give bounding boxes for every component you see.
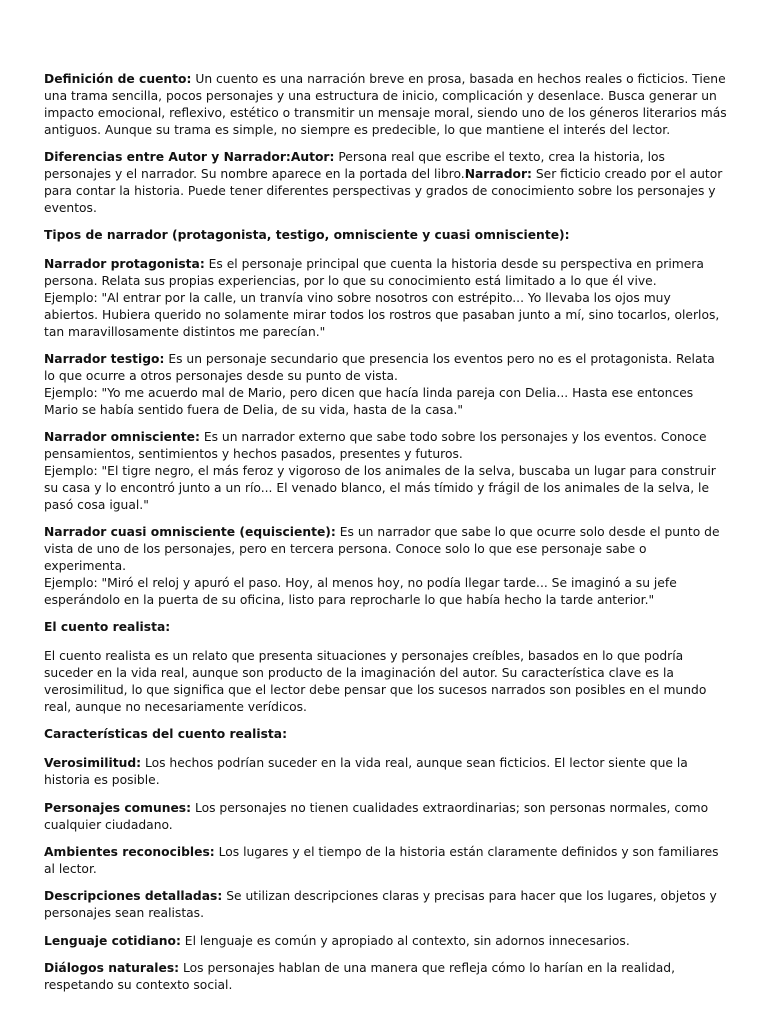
narrador-testigo-text: Es un personaje secundario que presencia los eventos pero no es el protagonista. Relata lo que ocurre a otros personajes desde su punto de vista.: [44, 352, 715, 384]
narrador-testigo-example: Ejemplo: "Yo me acuerdo mal de Mario, pero dicen que hacía linda pareja con Delia... Hasta ese entonces Mario se había sentido fuera de Delia, de su vida, hasta de la casa.": [44, 386, 694, 417]
definicion-paragraph: [44, 71, 728, 139]
definicion-label: Definición de cuento:: [44, 72, 192, 86]
narrador-protagonista-paragraph: [44, 256, 728, 341]
caracteristica-text: El lenguaje es común y apropiado al contexto, sin adornos innecesarios.: [180, 933, 630, 948]
document-page: [44, 71, 728, 1004]
caracteristica-text: Los personajes no tienen cualidades extraordinarias; son personas normales, como cualquier ciudadano.: [44, 800, 709, 832]
narrador-omnisciente-text: Es un narrador externo que sabe todo sobre los personajes y los eventos. Conoce pensamientos, sentimientos y hechos pasados, presentes y futuros.: [44, 430, 707, 462]
narrador-text: Ser ficticio creado por el autor para contar la historia. Puede tener diferentes perspectivas y grados de conocimiento sobre los personajes y eventos.: [44, 167, 723, 215]
caracteristica-label: Personajes comunes:: [44, 800, 192, 815]
narrador-label: Narrador:: [464, 167, 532, 182]
tipos-heading: Tipos de narrador (protagonista, testigo, omnisciente y cuasi omnisciente):: [44, 228, 570, 243]
realista-paragraph: El cuento realista es un relato que presenta situaciones y personajes creíbles, basados en lo que podría suceder en la vida real, aunque son producto de la imaginación del autor. Su característica clave es la verosimilitud, lo que significa que el lector debe pensar que los sucesos narrados son posibles en el mundo real, aunque no necesariamente verídicos.: [44, 649, 707, 714]
caracteristica-text: Los personajes hablan de una manera que refleja cómo lo harían en la realidad, respetando su contexto social.: [44, 960, 676, 992]
caracteristica-lenguaje-cotidiano: [44, 933, 728, 950]
caracteristica-label: Descripciones detalladas:: [44, 889, 223, 904]
caracteristica-label: Verosimilitud:: [44, 756, 142, 771]
caracteristica-text: Los hechos podrían suceder en la vida real, aunque sean ficticios. El lector siente que la historia es posible.: [44, 756, 688, 788]
autor-label: Autor:: [290, 150, 335, 165]
narrador-cuasi-omnisciente-text: Es un narrador que sabe lo que ocurre solo desde el punto de vista de uno de los personajes, pero en tercera persona. Conoce solo lo que ese personaje sabe o experimenta.: [44, 525, 720, 574]
caracteristica-dialogos-naturales: [44, 960, 728, 994]
narrador-omnisciente-example: Ejemplo: "El tigre negro, el más feroz y vigoroso de los animales de la selva, buscaba un lugar para construir su casa y lo encontró junto a un río... El venado blanco, el más tímido y frágil de los animales de la selva, le pasó cosa igual.": [44, 464, 716, 512]
narrador-testigo-label: Narrador testigo:: [44, 352, 165, 367]
definicion-text: Un cuento es una narración breve en prosa, basada en hechos reales o ficticios. Tiene una trama sencilla, pocos personajes y una estructura de inicio, complicación y desenlace. Busca generar un impacto emocional, reflexivo, estético o transmitir un mensaje moral, siendo uno de los géneros literarios más antiguos. Aunque su trama es simple, no siempre es predecible, lo que mantiene el interés del lector.: [44, 72, 727, 137]
autor-text: Persona real que escribe el texto, crea la historia, los personajes y el narrador. Su nombre aparece en la portada del libro.: [44, 150, 665, 182]
diferencias-label: Diferencias entre Autor y Narrador:: [44, 150, 291, 165]
caracteristica-descripciones-detalladas: [44, 888, 728, 922]
caracteristicas-heading: Características del cuento realista:: [44, 727, 288, 742]
narrador-omnisciente-paragraph: [44, 429, 728, 514]
narrador-protagonista-example: Ejemplo: "Al entrar por la calle, un tranvía vino sobre nosotros con estrépito... Yo llevaba los ojos muy abiertos. Hubiera querido no solamente mirar todos los rostros que pasaban junto a mí, sino tocarlos, olerlos, tan maravillosamente distintos me parecían.": [44, 290, 720, 339]
caracteristica-label: Diálogos naturales:: [44, 960, 180, 975]
caracteristica-text: Se utilizan descripciones claras y precisas para hacer que los lugares, objetos y personajes sean realistas.: [44, 889, 717, 921]
caracteristica-label: Lenguaje cotidiano:: [44, 933, 181, 948]
caracteristica-personajes-comunes: [44, 800, 728, 834]
narrador-cuasi-omnisciente-paragraph: [44, 524, 728, 609]
narrador-omnisciente-label: Narrador omnisciente:: [44, 430, 200, 445]
caracteristica-label: Ambientes reconocibles:: [44, 844, 215, 859]
caracteristica-verosimilitud: [44, 755, 728, 789]
diferencias-paragraph: [44, 149, 728, 217]
narrador-cuasi-omnisciente-label: Narrador cuasi omnisciente (equisciente):: [44, 525, 336, 540]
narrador-protagonista-text: Es el personaje principal que cuenta la historia desde su perspectiva en primera persona. Relata sus propias experiencias, por lo que su conocimiento está limitado a lo que él vive.: [44, 257, 704, 289]
narrador-cuasi-omnisciente-example: Ejemplo: "Miró el reloj y apuró el paso. Hoy, al menos hoy, no podía llegar tarde... Se imaginó a su jefe esperándolo en la puerta de su oficina, listo para reprocharle lo que había hecho la tarde anterior.": [44, 576, 677, 607]
narrador-protagonista-label: Narrador protagonista:: [44, 257, 205, 272]
caracteristica-ambientes-reconocibles: [44, 844, 728, 878]
caracteristica-text: Los lugares y el tiempo de la historia están claramente definidos y son familiares al lector.: [44, 844, 719, 876]
realista-heading: El cuento realista:: [44, 620, 171, 635]
narrador-testigo-paragraph: [44, 351, 728, 419]
